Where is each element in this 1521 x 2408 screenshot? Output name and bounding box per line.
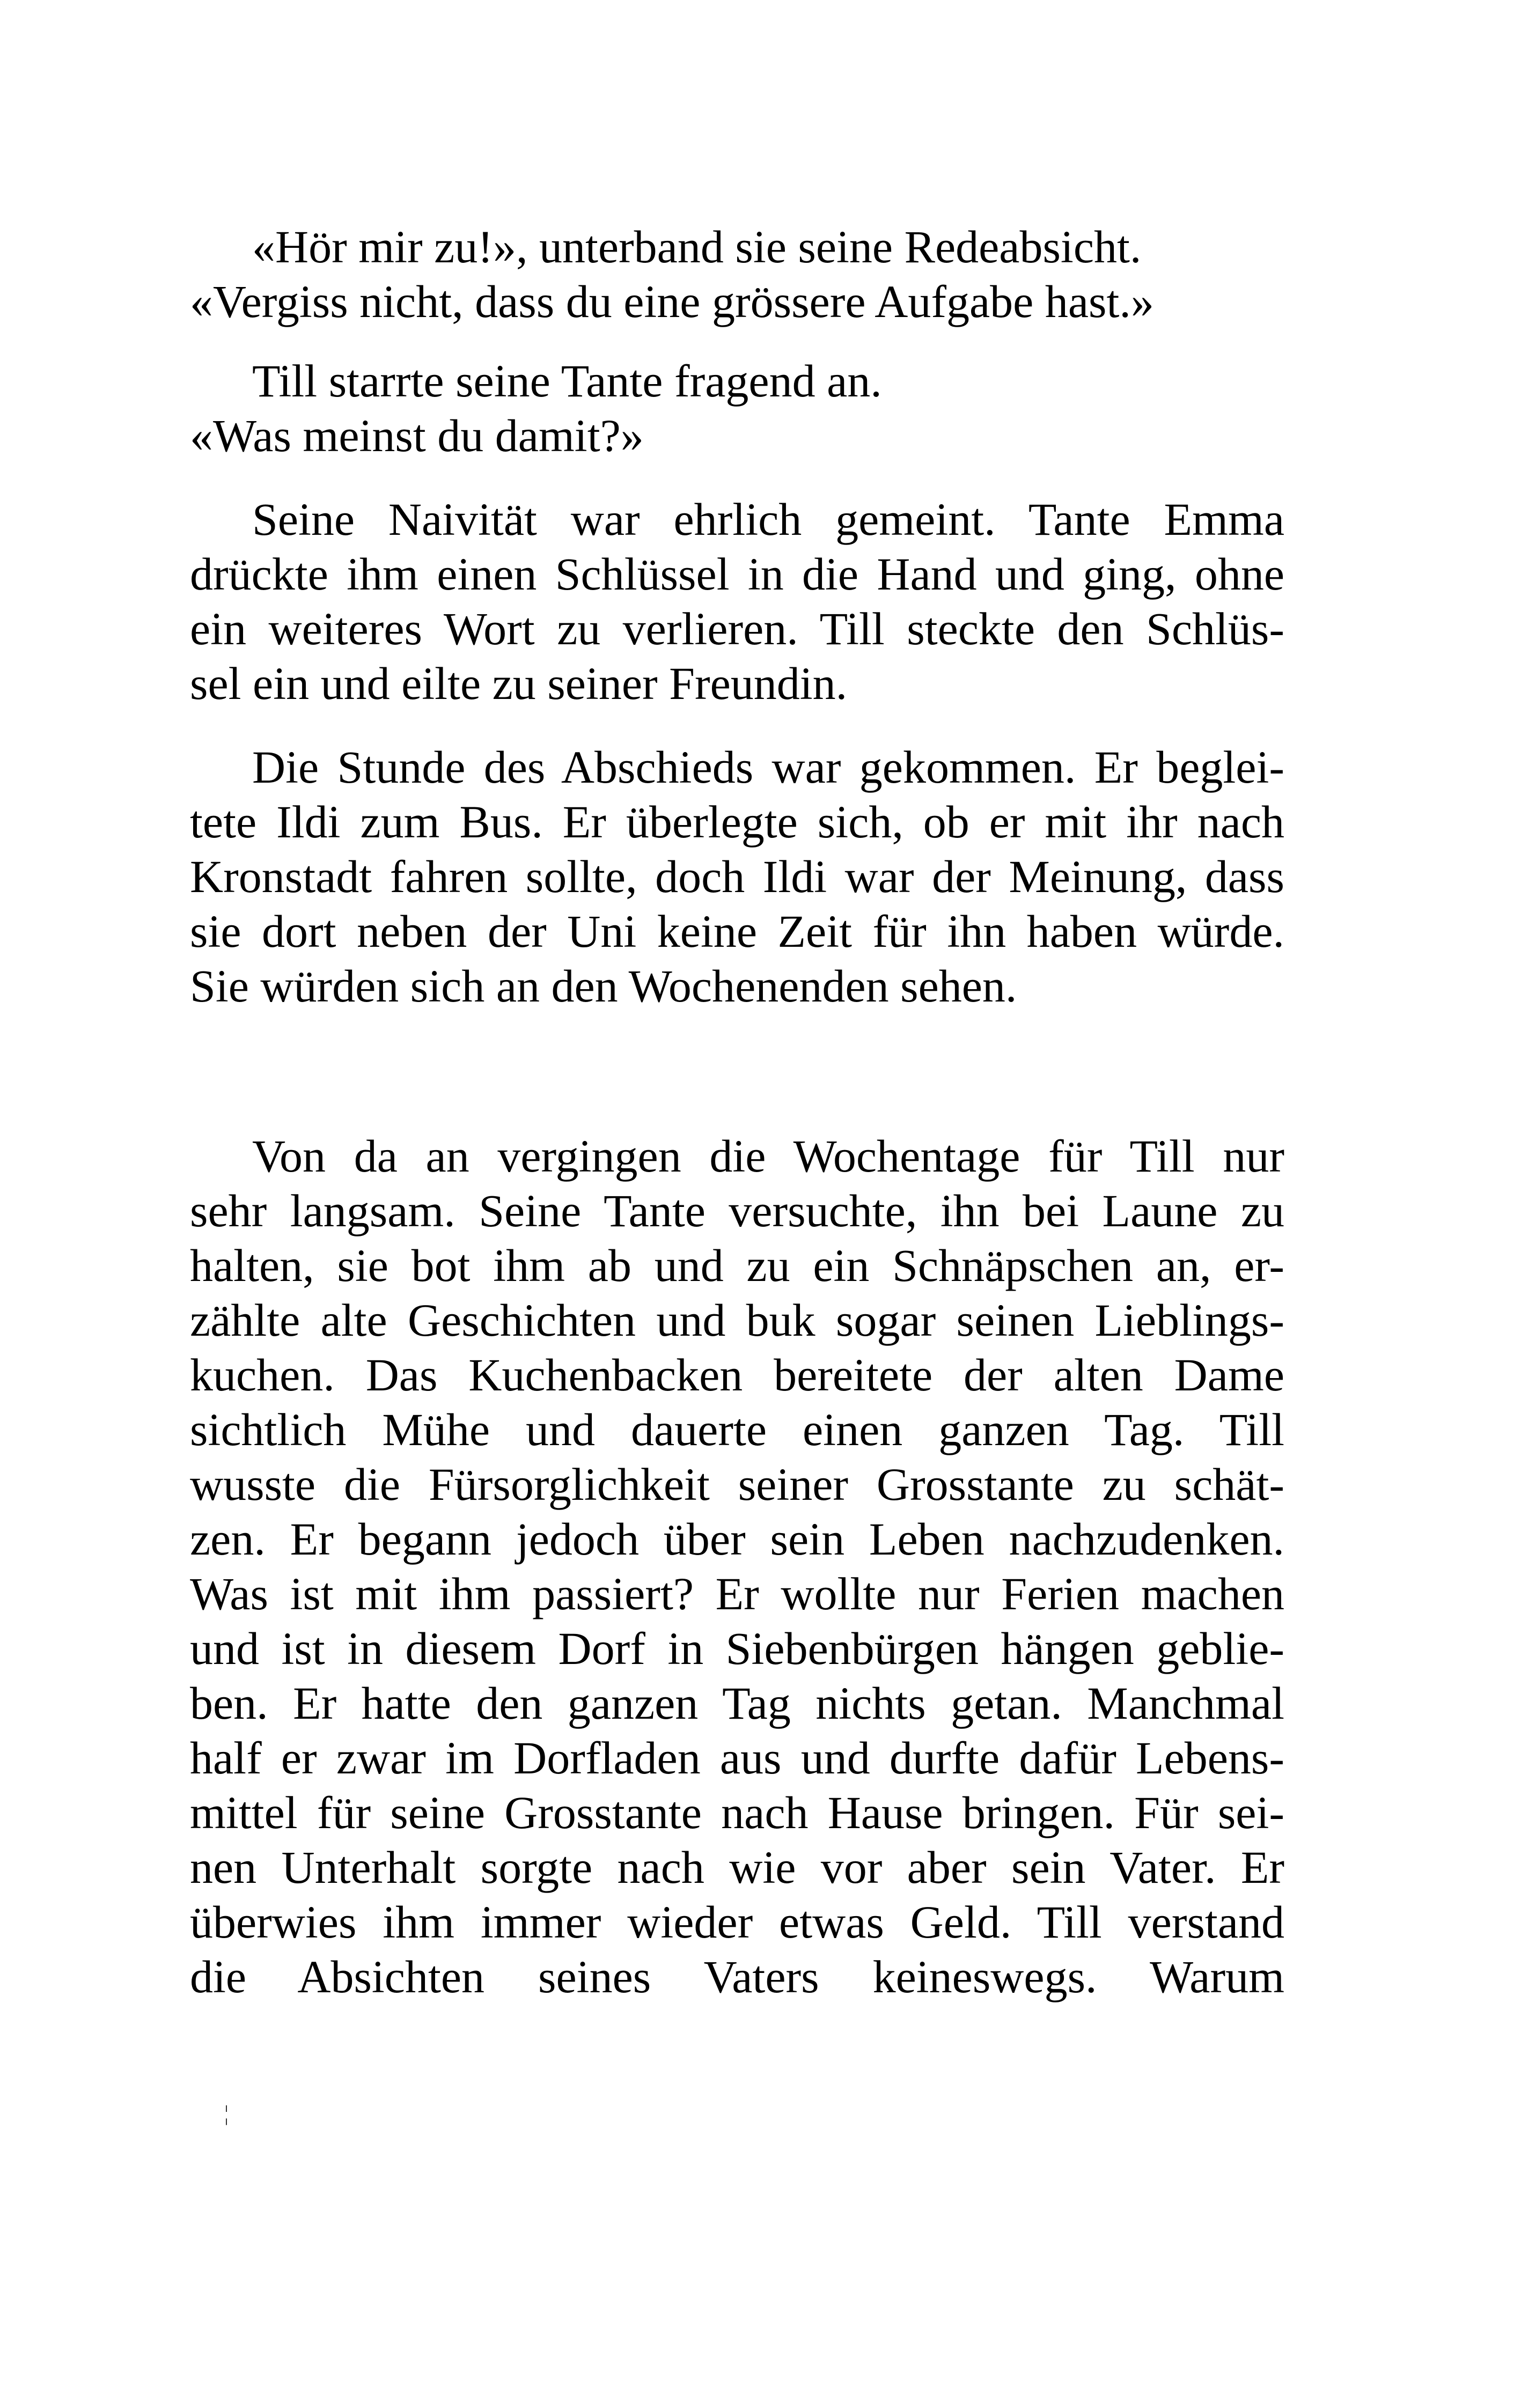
text-line: Was ist mit ihm passiert? Er wollte nur Ferien machen [190,1568,1284,1619]
text-line: überwies ihm immer wieder etwas Geld. Till verstand [190,1896,1284,1948]
text-line: die Absichten seines Vaters keineswegs. Warum [190,1951,1284,2002]
text-line: halten, sie bot ihm ab und zu ein Schnäpschen an, er- [190,1240,1284,1291]
text-line: nen Unterhalt sorgte nach wie vor aber sein Vater. Er [190,1842,1284,1893]
text-line: sie dort neben der Uni keine Zeit für ihn haben würde. [190,905,1284,957]
text-line: «Hör mir zu!», unterband sie seine Redeabsicht. [252,221,1142,273]
text-line: ein weiteres Wort zu verlieren. Till steckte den Schlüs- [190,603,1284,654]
text-line: Von da an vergingen die Wochentage für Till nur [252,1130,1284,1182]
text-line: zählte alte Geschichten und buk sogar seinen Lieblings- [190,1294,1284,1346]
text-line: und ist in diesem Dorf in Siebenbürgen hängen geblie- [190,1623,1284,1674]
text-line: drückte ihm einen Schlüssel in die Hand und ging, ohne [190,548,1284,600]
text-line: Die Stunde des Abschieds war gekommen. Er beglei- [252,741,1284,793]
text-line: Kronstadt fahren sollte, doch Ildi war der Meinung, dass [190,851,1284,902]
text-line: Sie würden sich an den Wochenenden sehen. [190,960,1017,1012]
text-line: half er zwar im Dorfladen aus und durfte dafür Lebens- [190,1732,1284,1784]
footer-mark: ¦ [224,2101,229,2125]
text-line: kuchen. Das Kuchenbacken bereitete der alten Dame [190,1349,1284,1401]
text-line: ben. Er hatte den ganzen Tag nichts getan. Manchmal [190,1677,1284,1729]
text-line: Till starrte seine Tante fragend an. [252,355,882,407]
text-line: «Was meinst du damit?» [190,410,644,461]
text-line: wusste die Fürsorglichkeit seiner Grosstante zu schät- [190,1459,1284,1510]
text-line: sichtlich Mühe und dauerte einen ganzen Tag. Till [190,1404,1284,1455]
text-line: tete Ildi zum Bus. Er überlegte sich, ob er mit ihr nach [190,796,1284,848]
text-line: «Vergiss nicht, dass du eine grössere Aufgabe hast.» [190,276,1154,327]
text-line: sel ein und eilte zu seiner Freundin. [190,658,848,709]
text-line: Seine Naivität war ehrlich gemeint. Tante Emma [252,494,1284,545]
text-line: sehr langsam. Seine Tante versuchte, ihn bei Laune zu [190,1185,1284,1236]
text-line: mittel für seine Grosstante nach Hause bringen. Für sei- [190,1787,1284,1838]
text-line: zen. Er begann jedoch über sein Leben nachzudenken. [190,1513,1284,1565]
